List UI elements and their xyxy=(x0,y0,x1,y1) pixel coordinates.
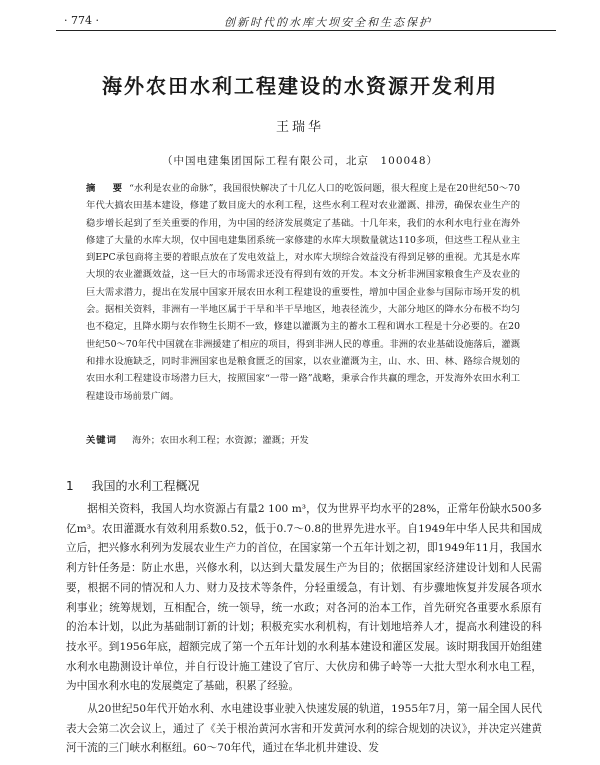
abstract-label: 摘 要 xyxy=(86,183,127,194)
header-divider xyxy=(56,30,556,31)
author-affiliation: （中国电建集团国际工程有限公司，北京 100048） xyxy=(161,155,439,167)
paragraph: 据相关资料，我国人均水资源占有量2 100 m³，仅为世界平均水平的28%，正常年份缺水500多亿m³。农田灌溉水有效利用系数0.52，低于0.7～0.8的世界先进水平。自1949年中华人民共和国成立后，把兴修水利列为发展农业生产力的首位，在国家第一个五年计划之初，即1949年11月，我国水利方针任务是：防止水患，兴修水利，以达到大量发展生产为目的；依据国家经济建设计划和人民需要，根据不同的情况和人力、财力及技术等条件，分轻重缓急，有计划、有步骤地恢复并发展各项水利事业；统筹规划，互相配合，统一领导，统一水政；对各河的治本工作，首先研究各重要水系原有的治本计划，以此为基础制订新的计划；积极充实水利机构，有计划地培养人才，提高水利建设的科技水平。到1956年底，超额完成了第一个五年计划的水利基本建设和灌区发展。该时期我国开始组建水利水电勘测设计单位，并自行设计施工建设了官厅、大伙房和佛子岭等一大批大型水利水电工程，为中国水利水电的发展奠定了基础，积累了经验。 xyxy=(66,503,542,693)
paragraph: 从20世纪50年代开始水利、水电建设事业驶入快速发展的轨道，1955年7月，第一届全国人民代表大会第二次会议上，通过了《关于根治黄河水害和开发黄河水利的综合规划的决议》，并决定兴建黄河干流的三门峡水利枢纽。60～70年代，通过在华北机井建设、发 xyxy=(66,703,542,755)
page-header xyxy=(56,8,556,30)
author-name: 王瑞华 xyxy=(275,120,324,135)
abstract xyxy=(86,180,520,405)
body-text xyxy=(66,500,542,762)
keywords-text: 海外；农田水利工程；水资源；灌溉；开发 xyxy=(132,435,309,446)
keywords-label: 关键词 xyxy=(86,435,117,446)
section-heading xyxy=(66,477,199,494)
keywords xyxy=(86,432,520,449)
article-title: 海外农田水利工程建设的水资源开发利用 xyxy=(102,74,498,98)
abstract-text: “水利是农业的命脉”，我国很快解决了十几亿人口的吃饭问题，很大程度上是在20世纪50～70年代大搞农田基本建设，修建了数目庞大的水利工程，这些水利工程对农业灌溉、排涝，确保农业生产的稳步增长起到了至关重要的作用，为中国的经济发展奠定了基础。十几年来，我们的水利水电行业在海外修建了大量的水库大坝，仅中国电建集团系统一家修建的水库大坝数量就达110多项，但这些工程从业主到EPC承包商将主要的着眼点放在了发电效益上，对水库大坝综合效益没有得到足够的重视。尤其是水库大坝的农业灌溉效益，这一巨大的市场需求还没有得到有效的开发。本文分析非洲国家粮食生产及农业的巨大需求潜力，提出在发展中国家开展农田水利工程建设的重要性，增加中国企业参与国际市场开发的机会。据相关资料，非洲有一半地区属于干旱和半干旱地区，地表径流少，大部分地区的降水分布极不均匀也不稳定，且降水期与农作物生长期不一致，修建以灌溉为主的蓄水工程和调水工程是十分必要的。在20世纪50～70年代中国就在非洲援建了相应的项目，得到非洲人民的尊重。非洲的农业基础设施落后，灌溉和排水设施缺乏，同时非洲国家也是粮食匮乏的国家，以农业灌溉为主，山、水、田、林、路综合规划的农田水利工程建设市场潜力巨大，按照国家“一带一路”战略，秉承合作共赢的理念，开发海外农田水利工程建设市场前景广阔。 xyxy=(86,183,520,402)
section-title: 我国的水利工程概况 xyxy=(91,479,200,493)
section-number: 1 xyxy=(66,479,74,493)
running-title: 创新时代的水库大坝安全和生态保护 xyxy=(224,16,432,29)
page-number: · 774 · xyxy=(64,14,99,27)
